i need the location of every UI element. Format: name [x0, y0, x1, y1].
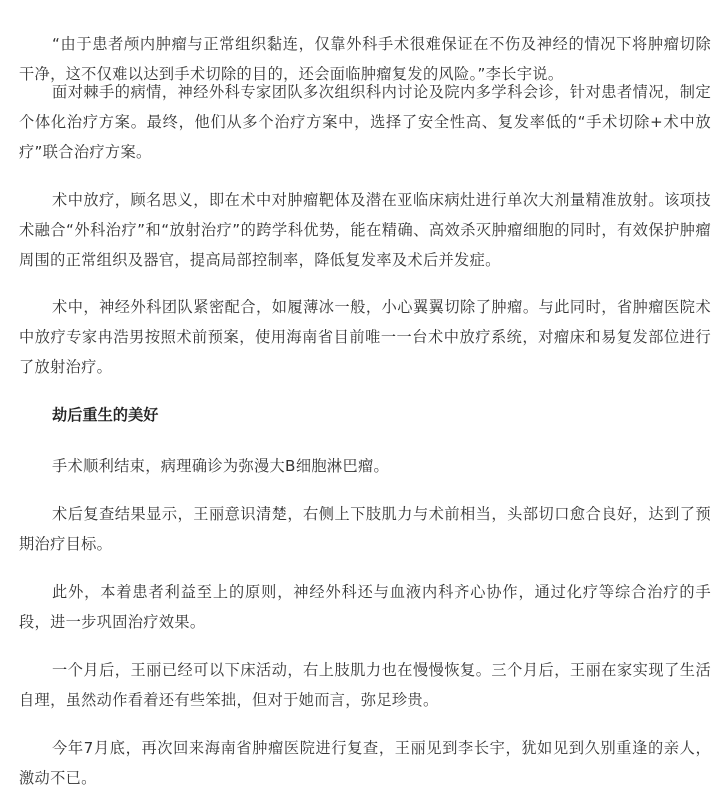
paragraph-surgery-difficulty: “由于患者颅内肿瘤与正常组织黏连，仅靠外科手术很难保证在不伤及神经的情况下将肿瘤切除干净，这不仅难以达到手术切除的目的，还会面临肿瘤复发的风险。”李长宇说。 — [19, 35, 711, 83]
paragraph-treatment-plan: 面对棘手的病情，神经外科专家团队多次组织科内讨论及院内多学科会诊，针对患者情况，制定个体化治疗方案。最终，他们从多个治疗方案中，选择了安全性高、复发率低的“手术切除+术中放疗”联合治疗方案。 — [19, 83, 711, 161]
paragraph-postop-review: 术后复查结果显示，王丽意识清楚，右侧上下肢肌力与术前相当，头部切口愈合良好，达到了预期治疗目标。 — [19, 505, 711, 553]
paragraph-chemotherapy: 此外，本着患者利益至上的原则，神经外科还与血液内科齐心协作，通过化疗等综合治疗的手段，进一步巩固治疗效果。 — [19, 583, 711, 631]
paragraph-intraoperative-radiotherapy: 术中放疗，顾名思义，即在术中对肿瘤靶体及潜在亚临床病灶进行单次大剂量精准放射。该项技术融合“外科治疗”和“放射治疗”的跨学科优势，能在精确、高效杀灭肿瘤细胞的同时，有效保护肿瘤周围的正常组织及器官，提高局部控制率，降低复发率及术后并发症。 — [19, 191, 711, 269]
paragraph-follow-up: 今年7月底，再次回来海南省肿瘤医院进行复查，王丽见到李长宇，犹如见到久别重逢的亲人，激动不已。 — [19, 739, 711, 787]
paragraph-operation: 术中，神经外科团队紧密配合，如履薄冰一般，小心翼翼切除了肿瘤。与此同时，省肿瘤医院术中放疗专家冉浩男按照术前预案，使用海南省目前唯一一台术中放疗系统，对瘤床和易复发部位进行了放射治疗。 — [19, 298, 711, 376]
paragraph-pathology: 手术顺利结束，病理确诊为弥漫大B细胞淋巴瘤。 — [52, 457, 390, 475]
section-heading: 劫后重生的美好 — [52, 406, 159, 424]
paragraph-recovery: 一个月后，王丽已经可以下床活动，右上肢肌力也在慢慢恢复。三个月后，王丽在家实现了生活自理，虽然动作看着还有些笨拙，但对于她而言，弥足珍贵。 — [19, 661, 711, 709]
